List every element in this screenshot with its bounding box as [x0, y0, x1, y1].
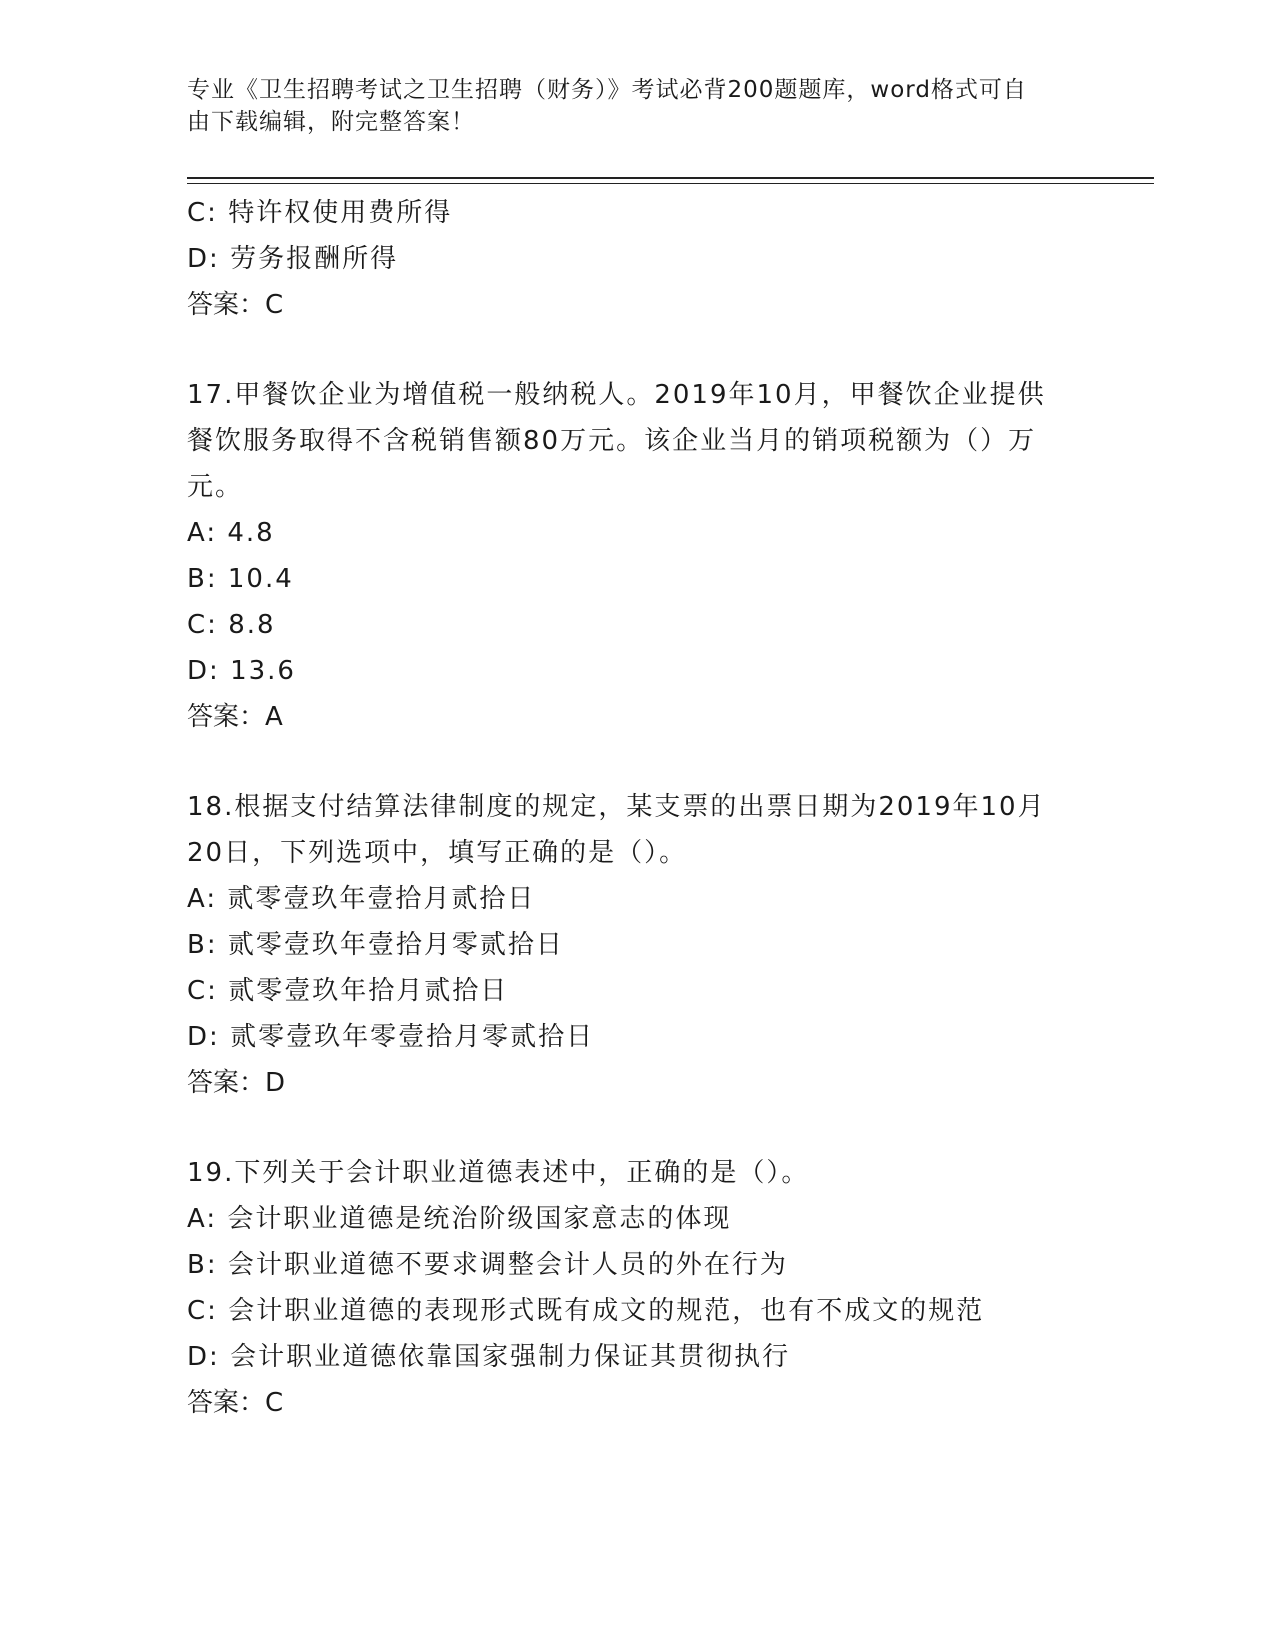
option-b: B: 会计职业道德不要求调整会计人员的外在行为 [187, 1250, 788, 1280]
option-a: A: 4.8 [187, 518, 275, 548]
answer-line: 答案：C [187, 1388, 284, 1418]
answer-value: C [265, 1388, 284, 1418]
answer-value: D [265, 1068, 286, 1098]
question-stem-line: 17.甲餐饮企业为增值税一般纳税人。2019年10月，甲餐饮企业提供 [187, 380, 1046, 410]
question-stem-line: 20日，下列选项中，填写正确的是（）。 [187, 838, 688, 868]
question-16-continued [187, 190, 1067, 328]
header-line-1: 专业《卫生招聘考试之卫生招聘（财务）》考试必背200题题库，word格式可自 [187, 77, 1027, 103]
question-19 [187, 1150, 1067, 1426]
question-18 [187, 784, 1067, 1106]
option-c: C: 贰零壹玖年拾月贰拾日 [187, 976, 509, 1006]
question-stem-line: 餐饮服务取得不含税销售额80万元。该企业当月的销项税额为（）万 [187, 426, 1037, 456]
header-rule-thick [187, 177, 1154, 179]
question-17 [187, 372, 1067, 740]
answer-value: C [265, 290, 284, 320]
option-d: D: 会计职业道德依靠国家强制力保证其贯彻执行 [187, 1342, 791, 1372]
question-stem-line: 18.根据支付结算法律制度的规定，某支票的出票日期为2019年10月 [187, 792, 1046, 822]
option-d: D: 劳务报酬所得 [187, 244, 399, 274]
answer-value: A [265, 702, 283, 732]
option-c: C: 会计职业道德的表现形式既有成文的规范，也有不成文的规范 [187, 1296, 985, 1326]
option-c: C: 特许权使用费所得 [187, 198, 453, 228]
option-b: B: 贰零壹玖年壹拾月零贰拾日 [187, 930, 564, 960]
option-c: C: 8.8 [187, 610, 276, 640]
question-list [187, 190, 1067, 1426]
answer-line: 答案：D [187, 1068, 286, 1098]
option-b: B: 10.4 [187, 564, 294, 594]
option-d: D: 13.6 [187, 656, 296, 686]
question-stem-line: 元。 [187, 472, 244, 502]
header-line-2: 由下载编辑，附完整答案！ [187, 109, 475, 135]
header-rule-thin [187, 183, 1154, 184]
document-header [187, 74, 1067, 138]
question-stem-line: 19.下列关于会计职业道德表述中，正确的是（）。 [187, 1158, 810, 1188]
option-a: A: 贰零壹玖年壹拾月贰拾日 [187, 884, 536, 914]
answer-line: 答案：A [187, 702, 283, 732]
option-a: A: 会计职业道德是统治阶级国家意志的体现 [187, 1204, 732, 1234]
option-d: D: 贰零壹玖年零壹拾月零贰拾日 [187, 1022, 595, 1052]
answer-line: 答案：C [187, 290, 284, 320]
